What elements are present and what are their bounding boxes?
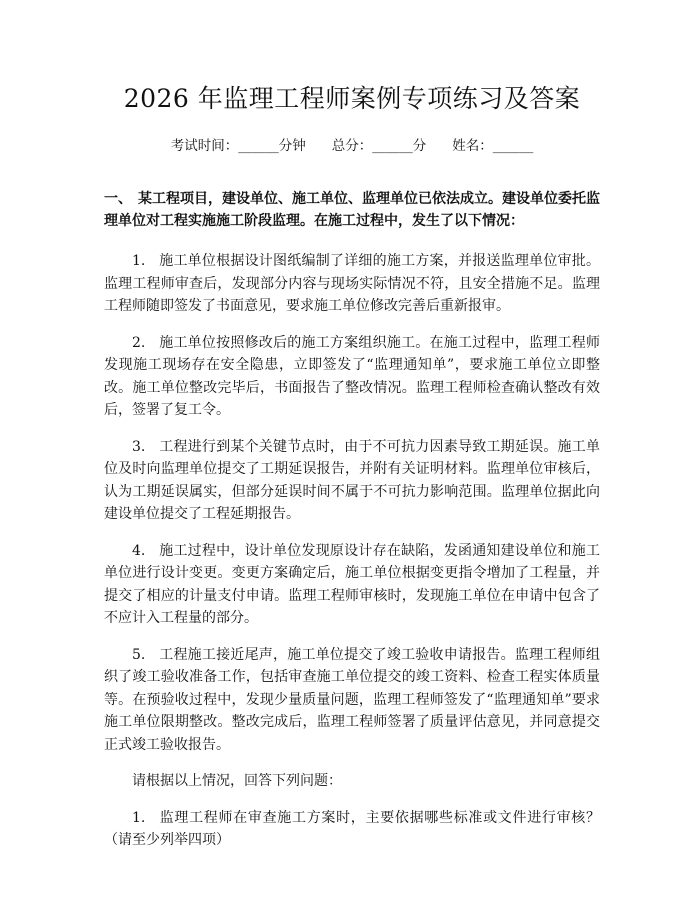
situation-item <box>104 540 600 630</box>
situation-text: 施工单位根据设计图纸编制了详细的施工方案，并报送监理单位审批。监理工程师审查后，发现部分内容与现场实际情况不符，且安全措施不足。监理工程师随即签发了书面意见，要求施工单位修改完善后重新报审。 <box>104 253 600 314</box>
situation-text: 工程施工接近尾声，施工单位提交了竣工验收申请报告。监理工程师组织了竣工验收准备工作，包括审查施工单位提交的竣工资料、检查工程实体质量等。在预验收过程中，发现少量质量问题，监理工程师签发了“监理通知单”要求施工单位限期整改。整改完成后，监理工程师签署了质量评估意见，并同意提交正式竣工验收报告。 <box>104 646 600 753</box>
exam-time-field: 考试时间：______分钟 <box>170 138 306 154</box>
question-number: 1. <box>132 809 146 826</box>
section-heading <box>104 188 600 232</box>
situation-item <box>104 436 600 526</box>
situation-text: 施工过程中，设计单位发现原设计存在缺陷，发函通知建设单位和施工单位进行设计变更。变更方案确定后，施工单位根据变更指令增加了工程量，并提交了相应的计量支付申请。监理工程师审核时，发现施工单位在申请中包含了不应计入工程量的部分。 <box>104 542 600 626</box>
question-prompt: 请根据以上情况，回答下列问题： <box>132 773 342 789</box>
situation-text: 工程进行到某个关键节点时，由于不可抗力因素导致工期延误。施工单位及时向监理单位提交了工期延误报告，并附有关证明材料。监理单位审核后，认为工期延误属实，但部分延误时间不属于不可抗力影响范围。监理单位据此向建设单位提交了工程延期报告。 <box>104 438 600 522</box>
section-number: 一、 <box>104 191 132 207</box>
question-text: 监理工程师在审查施工方案时，主要依据哪些标准或文件进行审核？（请至少列举四项） <box>104 809 600 848</box>
situation-item <box>104 250 600 318</box>
exam-score-field: 总分：______分 <box>331 138 427 154</box>
page-title: 2026 年监理工程师案例专项练习及答案 <box>123 84 581 113</box>
situation-number: 5. <box>132 646 146 663</box>
situation-number: 2. <box>132 334 146 351</box>
section-heading-text: 某工程项目，建设单位、施工单位、监理单位已依法成立。建设单位委托监理单位对工程实施施工阶段监理。在施工过程中，发生了以下情况： <box>104 191 600 229</box>
situation-item <box>104 332 600 422</box>
situation-item <box>104 644 600 757</box>
question-item <box>104 807 600 852</box>
situation-number: 4. <box>132 542 146 559</box>
situation-number: 3. <box>132 438 146 455</box>
situation-number: 1. <box>132 253 146 269</box>
exam-info-line <box>104 136 600 156</box>
situation-text: 施工单位按照修改后的施工方案组织施工。在施工过程中，监理工程师发现施工现场存在安全隐患，立即签发了“监理通知单”，要求施工单位立即整改。施工单位整改完毕后，书面报告了整改情况。监理工程师检查确认整改有效后，签署了复工令。 <box>104 334 600 418</box>
exam-name-field: 姓名：______ <box>452 138 534 154</box>
